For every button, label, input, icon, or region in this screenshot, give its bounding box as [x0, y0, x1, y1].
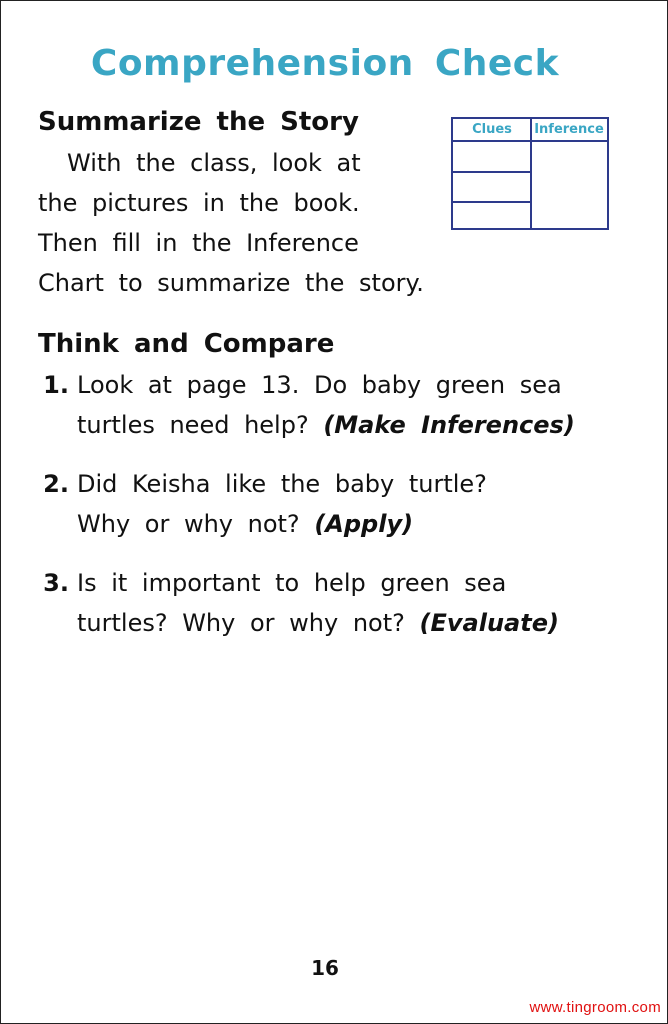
page-number: 16	[311, 956, 339, 980]
chart-header-clues: Clues	[472, 122, 512, 137]
summarize-heading: Summarize the Story	[38, 107, 359, 137]
question-line	[77, 603, 559, 643]
question-number: 3.	[43, 569, 69, 597]
question-text: turtles need help?	[77, 411, 309, 439]
question-number: 1.	[43, 371, 69, 399]
question-skill: (Make Inferences)	[323, 411, 575, 439]
question-number: 2.	[43, 470, 69, 498]
question-skill: (Evaluate)	[419, 609, 559, 637]
question-text: Why or why not?	[77, 510, 300, 538]
summarize-line-4: Chart to summarize the story.	[38, 269, 424, 297]
chart-header-divider	[453, 140, 607, 142]
question-line	[77, 504, 413, 544]
watermark: www.tingroom.com	[529, 999, 661, 1016]
summarize-line-3: Then fill in the Inference	[38, 229, 359, 257]
question-skill: (Apply)	[314, 510, 414, 538]
summarize-line-1: With the class, look at	[67, 149, 361, 177]
chart-header-inference: Inference	[534, 122, 604, 137]
question-line	[77, 405, 575, 445]
chart-row-divider	[453, 201, 531, 203]
question-line: Look at page 13. Do baby green sea	[77, 371, 562, 399]
chart-row-divider	[453, 171, 531, 173]
question-text: turtles? Why or why not?	[77, 609, 405, 637]
page-title: Comprehension Check	[90, 43, 560, 84]
question-line: Is it important to help green sea	[77, 569, 507, 597]
think-compare-heading: Think and Compare	[38, 329, 335, 359]
question-line: Did Keisha like the baby turtle?	[77, 470, 487, 498]
inference-chart	[451, 117, 609, 230]
chart-column-divider	[530, 119, 532, 228]
summarize-line-2: the pictures in the book.	[38, 189, 360, 217]
